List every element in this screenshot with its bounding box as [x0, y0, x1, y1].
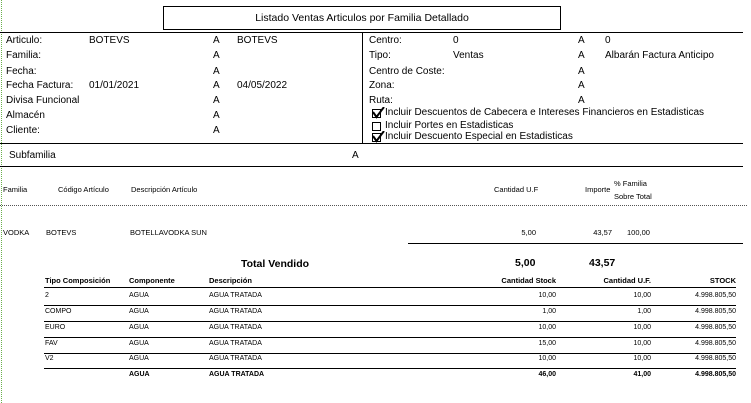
filter-label: Almacén [6, 110, 45, 121]
filter-a: A [213, 80, 220, 91]
filter-label: Articulo: [6, 35, 43, 46]
comp-cant-stock: 10,00 [538, 292, 556, 299]
filter-label: Zona: [369, 80, 395, 91]
comp-tipo: 2 [45, 292, 49, 299]
row-descripcion: BOTELLAVODKA SUN [130, 228, 207, 237]
col-familia: Familia [3, 185, 28, 194]
comp-descripcion: AGUA TRATADA [209, 308, 262, 315]
comp-col-descripcion: Descripción [209, 276, 252, 285]
filter-from-value: 0 [453, 35, 459, 46]
comp-col-cant-stock: Cantidad Stock [501, 276, 556, 285]
comp-header-rule [44, 287, 736, 288]
report-title [163, 6, 561, 30]
filter-a: A [578, 66, 585, 77]
checkbox-label: Incluir Descuentos de Cabecera e Intereses Financieros en Estadisticas [385, 107, 705, 118]
comp-row-rule [44, 321, 736, 322]
row-cantidad: 5,00 [521, 228, 536, 237]
row-pct: 100,00 [627, 228, 650, 237]
filter-a: A [213, 66, 220, 77]
comp-cant-uf: 10,00 [633, 324, 651, 331]
filter-label: Ruta: [369, 95, 393, 106]
header-divider [362, 32, 363, 143]
comp-componente: AGUA [129, 371, 150, 378]
page-margin-guide [1, 0, 2, 403]
comp-componente: AGUA [129, 308, 149, 315]
comp-componente: AGUA [129, 292, 149, 299]
filter-from-value: 01/01/2021 [89, 80, 140, 91]
checkbox-unchecked [372, 122, 381, 131]
row-codigo: BOTEVS [46, 228, 77, 237]
comp-cant-uf: 1,00 [637, 308, 651, 315]
filter-a: A [578, 35, 585, 46]
comp-descripcion: AGUA TRATADA [209, 324, 262, 331]
comp-stock: 4.998.805,50 [695, 292, 736, 299]
col-pct-line1: % Familia [614, 179, 647, 188]
filter-a: A [578, 50, 585, 61]
comp-cant-uf: 10,00 [633, 340, 651, 347]
filter-from-value: Ventas [453, 50, 484, 61]
comp-tipo: COMPO [45, 308, 72, 315]
checkbox-label: Incluir Descuento Especial en Estadisticas [385, 131, 573, 142]
columns-rule [0, 205, 747, 206]
checkbox-checked [372, 109, 381, 118]
comp-col-stock: STOCK [709, 276, 736, 285]
filter-to-value: Albarán Factura Anticipo [605, 50, 714, 61]
comp-componente: AGUA [129, 340, 149, 347]
comp-cant-stock: 10,00 [538, 324, 556, 331]
row-importe: 43,57 [593, 228, 612, 237]
filter-label: Tipo: [369, 50, 391, 61]
comp-descripcion: AGUA TRATADA [209, 340, 262, 347]
comp-cant-uf: 10,00 [633, 355, 651, 362]
total-label: Total Vendido [241, 258, 310, 270]
col-pct-line2: Sobre Total [614, 192, 652, 201]
comp-stock: 4.998.805,50 [695, 371, 736, 378]
filter-a: A [213, 95, 220, 106]
comp-stock: 4.998.805,50 [695, 355, 736, 362]
comp-componente: AGUA [129, 324, 149, 331]
filter-from-value: BOTEVS [89, 35, 130, 46]
comp-componente: AGUA [129, 355, 149, 362]
filter-to-value: 04/05/2022 [237, 80, 288, 91]
col-cantidad: Cantidad U.F [494, 185, 539, 194]
filter-label: Cliente: [6, 125, 40, 136]
filter-label: Familia: [6, 50, 42, 61]
comp-cant-stock: 15,00 [538, 340, 556, 347]
comp-descripcion: AGUA TRATADA [209, 371, 265, 378]
comp-tipo: V2 [45, 355, 54, 362]
filter-a: A [213, 35, 220, 46]
filter-a: A [213, 125, 220, 136]
filter-label: Centro: [369, 35, 402, 46]
comp-row-rule [44, 368, 736, 369]
filter-a: A [578, 95, 585, 106]
filter-label: Centro de Coste: [369, 66, 445, 77]
comp-tipo: FAV [45, 340, 58, 347]
comp-cant-stock: 46,00 [538, 371, 556, 378]
comp-cant-uf: 10,00 [633, 292, 651, 299]
comp-descripcion: AGUA TRATADA [209, 355, 262, 362]
col-importe: Importe [585, 185, 611, 194]
comp-descripcion: AGUA TRATADA [209, 292, 262, 299]
col-descripcion: Descripción Artículo [131, 185, 198, 194]
filter-to-value: 0 [605, 35, 611, 46]
checkbox-checked [372, 133, 381, 142]
header-top-rule [0, 32, 743, 33]
row-rule [408, 243, 743, 244]
filter-a: A [578, 80, 585, 91]
total-importe: 43,57 [589, 257, 616, 269]
report-title-text: Listado Ventas Articulos por Familia Detallado [255, 12, 469, 24]
comp-col-componente: Componente [129, 276, 175, 285]
filter-label: Fecha Factura: [6, 80, 74, 91]
subfamilia-a: A [352, 150, 359, 161]
comp-col-cant-uf: Cantidad U.F. [603, 276, 651, 285]
comp-stock: 4.998.805,50 [695, 324, 736, 331]
total-cantidad: 5,00 [515, 257, 536, 269]
filter-a: A [213, 110, 220, 121]
comp-stock: 4.998.805,50 [695, 308, 736, 315]
comp-cant-stock: 10,00 [538, 355, 556, 362]
subfamilia-rule [0, 166, 743, 167]
comp-col-tipo: Tipo Composición [45, 276, 111, 285]
comp-row-rule [44, 305, 736, 306]
filter-label: Divisa Funcional [6, 95, 80, 106]
comp-row-rule [44, 337, 736, 338]
header-bottom-rule [0, 143, 743, 144]
filter-label: Fecha: [6, 66, 37, 77]
row-familia: VODKA [3, 228, 30, 237]
comp-stock: 4.998.805,50 [695, 340, 736, 347]
checkbox-label: Incluir Portes en Estadisticas [385, 120, 514, 131]
filter-to-value: BOTEVS [237, 35, 278, 46]
comp-cant-uf: 41,00 [633, 371, 651, 378]
subfamilia-label: Subfamilia [9, 150, 56, 161]
filter-a: A [213, 50, 220, 61]
col-codigo: Código Artículo [58, 185, 109, 194]
comp-row-rule [44, 353, 736, 354]
comp-tipo: EURO [45, 324, 66, 331]
comp-cant-stock: 1,00 [542, 308, 556, 315]
